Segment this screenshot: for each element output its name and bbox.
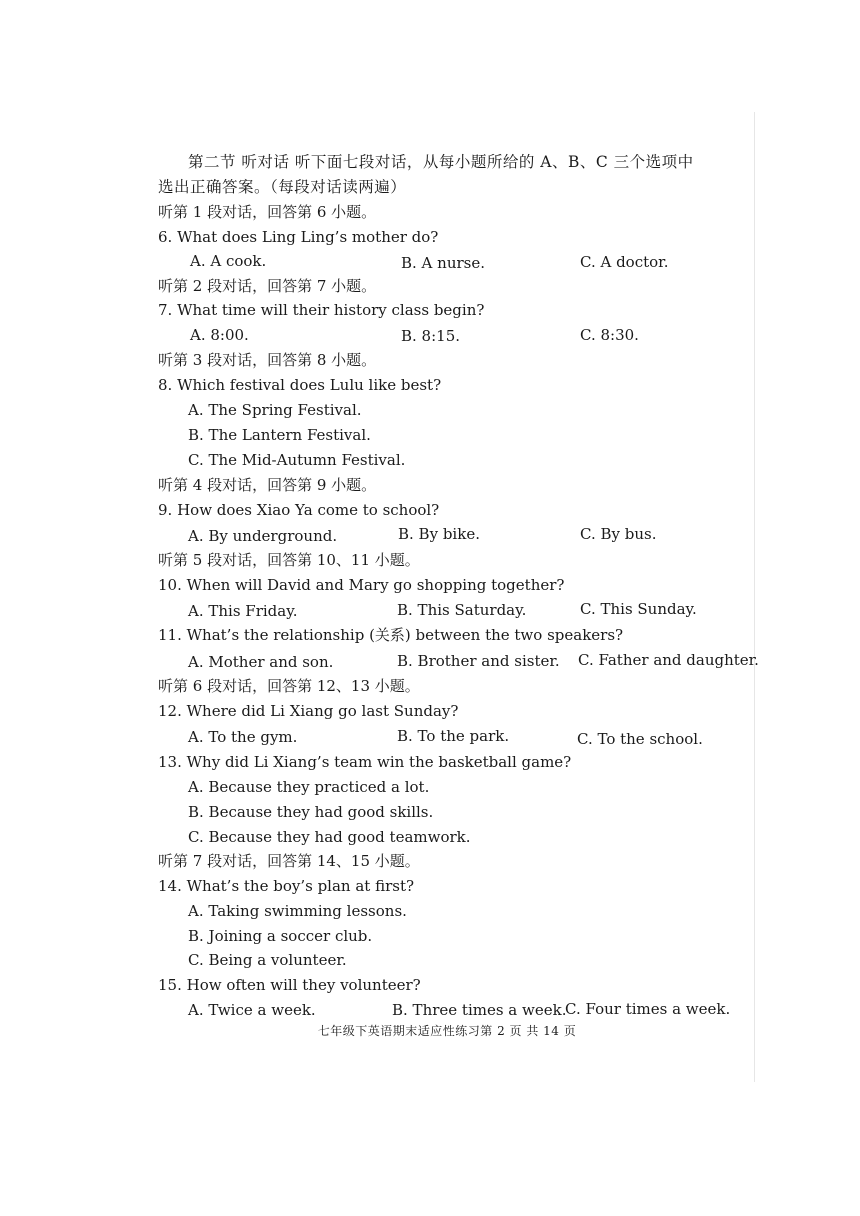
dialogue-prompt-5: 听第 5 段对话，回答第 10、11 小题。: [158, 551, 420, 569]
dialogue-prompt-3: 听第 3 段对话，回答第 8 小题。: [158, 351, 377, 369]
q7-option-c: C. 8:30.: [580, 326, 639, 344]
question-15: 15. How often will they volunteer?: [158, 976, 421, 994]
scan-edge-line: [754, 112, 755, 1082]
q15-option-c: C. Four times a week.: [565, 1000, 731, 1018]
question-13: 13. Why did Li Xiang’s team win the basketball game?: [158, 753, 572, 771]
q8-option-c: C. The Mid-Autumn Festival.: [188, 451, 406, 469]
question-7: 7. What time will their history class begin?: [158, 301, 485, 319]
q9-option-b: B. By bike.: [398, 525, 480, 543]
section-heading: 第二节 听对话 听下面七段对话，从每小题所给的 A、B、C 三个选项中: [188, 153, 694, 171]
q13-option-a: A. Because they practiced a lot.: [188, 778, 430, 796]
q6-option-b: B. A nurse.: [401, 254, 485, 272]
question-10: 10. When will David and Mary go shopping together?: [158, 576, 565, 594]
question-14: 14. What’s the boy’s plan at first?: [158, 877, 415, 895]
dialogue-prompt-1: 听第 1 段对话，回答第 6 小题。: [158, 203, 377, 221]
q10-option-a: A. This Friday.: [188, 602, 298, 620]
dialogue-prompt-2: 听第 2 段对话，回答第 7 小题。: [158, 277, 377, 295]
q8-option-b: B. The Lantern Festival.: [188, 426, 371, 444]
dialogue-prompt-4: 听第 4 段对话，回答第 9 小题。: [158, 476, 377, 494]
q14-option-a: A. Taking swimming lessons.: [188, 902, 407, 920]
q14-option-b: B. Joining a soccer club.: [188, 927, 373, 945]
q7-option-a: A. 8:00.: [190, 326, 249, 344]
q6-option-c: C. A doctor.: [580, 253, 669, 271]
q10-option-c: C. This Sunday.: [580, 600, 697, 618]
q10-option-b: B. This Saturday.: [397, 601, 527, 619]
question-11: 11. What’s the relationship (关系) between the two speakers?: [158, 626, 624, 644]
question-6: 6. What does Ling Ling’s mother do?: [158, 228, 439, 246]
q15-option-b: B. Three times a week.: [392, 1001, 567, 1019]
question-8: 8. Which festival does Lulu like best?: [158, 376, 442, 394]
dialogue-prompt-7: 听第 7 段对话，回答第 14、15 小题。: [158, 852, 420, 870]
q8-option-a: A. The Spring Festival.: [188, 401, 362, 419]
q13-option-c: C. Because they had good teamwork.: [188, 828, 471, 846]
question-12: 12. Where did Li Xiang go last Sunday?: [158, 702, 459, 720]
q7-option-b: B. 8:15.: [401, 327, 461, 345]
q9-option-a: A. By underground.: [188, 527, 338, 545]
question-9: 9. How does Xiao Ya come to school?: [158, 501, 440, 519]
q6-option-a: A. A cook.: [190, 252, 267, 270]
q15-option-a: A. Twice a week.: [188, 1001, 316, 1019]
q12-option-c: C. To the school.: [577, 730, 703, 748]
page-footer: 七年级下英语期末适应性练习第 2 页 共 14 页: [317, 1024, 577, 1038]
q14-option-c: C. Being a volunteer.: [188, 951, 347, 969]
q11-option-b: B. Brother and sister.: [397, 652, 560, 670]
q13-option-b: B. Because they had good skills.: [188, 803, 434, 821]
dialogue-prompt-6: 听第 6 段对话，回答第 12、13 小题。: [158, 677, 420, 695]
q11-option-a: A. Mother and son.: [188, 653, 334, 671]
q12-option-a: A. To the gym.: [188, 728, 298, 746]
q9-option-c: C. By bus.: [580, 525, 657, 543]
q11-option-c: C. Father and daughter.: [578, 651, 759, 669]
q12-option-b: B. To the park.: [397, 727, 510, 745]
section-instruction: 选出正确答案。（每段对话读两遍）: [158, 178, 407, 196]
